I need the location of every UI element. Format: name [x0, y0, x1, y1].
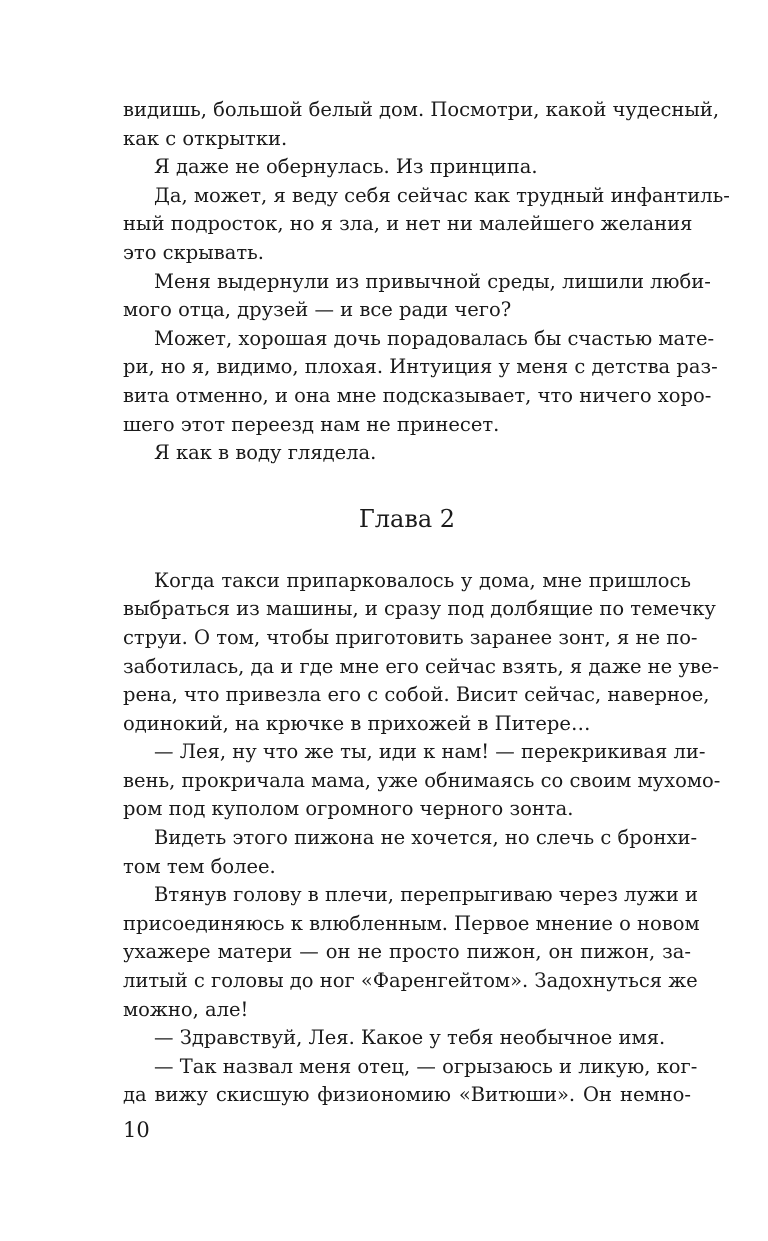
text-line: струи. О том, чтобы приготовить заранее зонт, я не по-: [123, 625, 698, 649]
text-line: это скрывать.: [123, 240, 264, 264]
text-line: том тем более.: [123, 854, 276, 878]
text-line: Меня выдернули из привычной среды, лишили люби-: [154, 269, 711, 293]
text-line: заботилась, да и где мне его сейчас взять, я даже не уве-: [123, 654, 719, 678]
text-line: — Так назвал меня отец, — огрызаюсь и ликую, ког-: [154, 1054, 698, 1078]
text-line: выбраться из машины, и сразу под долбящие по темечку: [123, 597, 716, 621]
book-page: [123, 96, 730, 1110]
text-line: шего этот переезд нам не принесет.: [123, 412, 500, 436]
text-line: — Лея, ну что же ты, иди к нам! — перекрикивая ли-: [154, 740, 706, 764]
text-line: Я даже не обернулась. Из принципа.: [154, 155, 538, 179]
text-line: Может, хорошая дочь порадовалась бы счастью мате-: [154, 326, 715, 350]
text-line: — Здравствуй, Лея. Какое у тебя необычное имя.: [154, 1026, 666, 1050]
text-line: Видеть этого пижона не хочется, но слечь с бронхи-: [154, 826, 698, 850]
page-number: 10: [123, 1118, 150, 1142]
text-line: Я как в воду глядела.: [154, 441, 377, 465]
text-line: да вижу скисшую физиономию «Витюши». Он немно-: [123, 1083, 691, 1107]
text-line: рена, что привезла его с собой. Висит сейчас, наверное,: [123, 683, 710, 707]
text-line: ный подросток, но я зла, и нет ни малейшего желания: [123, 212, 693, 236]
chapter-heading: Глава 2: [358, 504, 456, 533]
text-block-before-chapter: [123, 96, 730, 468]
text-block-chapter-2: [123, 567, 721, 1110]
text-line: Да, может, я веду себя сейчас как трудный инфантиль-: [154, 183, 730, 207]
text-line: вита отменно, и она мне подсказывает, что ничего хоро-: [123, 383, 712, 407]
text-line: Когда такси припарковалось у дома, мне пришлось: [154, 568, 691, 592]
text-line: мого отца, друзей — и все ради чего?: [123, 298, 512, 322]
text-line: литый с головы до ног «Фаренгейтом». Задохнуться же: [123, 969, 698, 993]
text-line: Втянув голову в плечи, перепрыгиваю через лужи и: [154, 883, 699, 907]
text-line: видишь, большой белый дом. Посмотри, какой чудесный,: [123, 98, 720, 121]
text-line: как с открытки.: [123, 126, 288, 150]
text-line: ри, но я, видимо, плохая. Интуиция у меня с детства раз-: [123, 355, 718, 379]
text-line: можно, але!: [123, 997, 249, 1021]
text-line: ром под куполом огромного черного зонта.: [123, 797, 574, 821]
text-line: одинокий, на крючке в прихожей в Питере…: [123, 711, 591, 735]
text-line: вень, прокричала мама, уже обнимаясь со своим мухомо-: [123, 768, 721, 792]
text-line: ухажере матери — он не просто пижон, он пижон, за-: [123, 940, 691, 964]
text-line: присоединяюсь к влюбленным. Первое мнение о новом: [123, 911, 700, 935]
